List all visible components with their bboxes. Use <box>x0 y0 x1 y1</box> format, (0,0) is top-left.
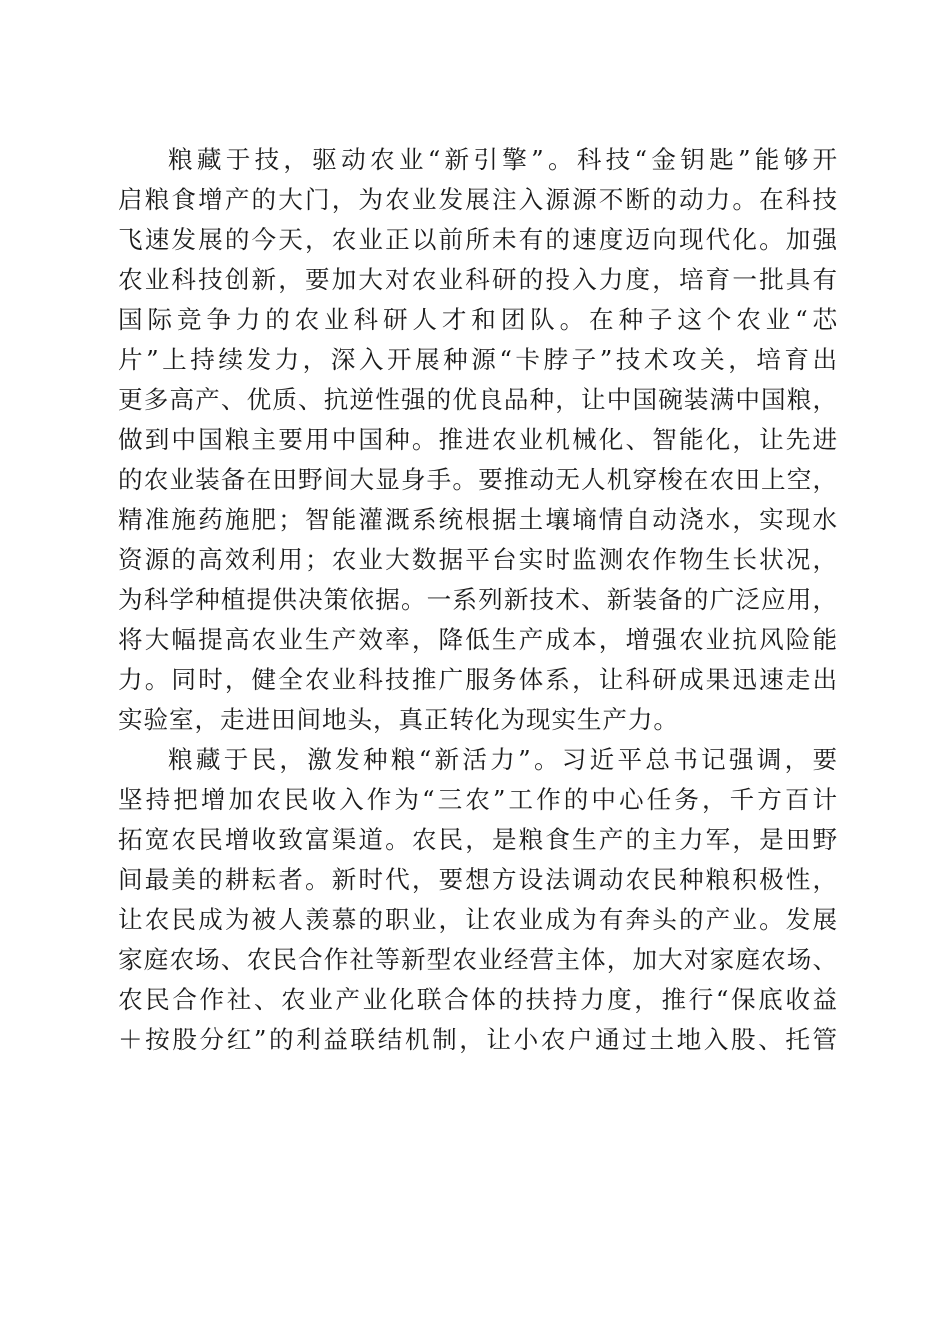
text-line: 精准施药施肥；智能灌溉系统根据土壤墒情自动浇水，实现水 <box>118 505 838 534</box>
text-line: ＋按股分红”的利益联结机制，让小农户通过土地入股、托管 <box>118 1025 838 1054</box>
document-body <box>118 140 838 1060</box>
text-line: 家庭农场、农民合作社等新型农业经营主体，加大对家庭农场、 <box>118 945 838 974</box>
text-line: 粮藏于技，驱动农业“新引擎”。科技“金钥匙”能够开 <box>168 145 838 174</box>
text-line: 更多高产、优质、抗逆性强的优良品种，让中国碗装满中国粮， <box>118 385 838 414</box>
text-line: 的农业装备在田野间大显身手。要推动无人机穿梭在农田上空， <box>118 465 838 494</box>
text-line: 为科学种植提供决策依据。一系列新技术、新装备的广泛应用， <box>118 585 838 614</box>
text-line: 启粮食增产的大门，为农业发展注入源源不断的动力。在科技 <box>118 185 838 214</box>
text-line: 将大幅提高农业生产效率，降低生产成本，增强农业抗风险能 <box>118 625 838 654</box>
text-line: 让农民成为被人羡慕的职业，让农业成为有奔头的产业。发展 <box>118 905 838 934</box>
text-line: 国际竞争力的农业科研人才和团队。在种子这个农业“芯 <box>118 305 838 334</box>
text-line: 粮藏于民，激发种粮“新活力”。习近平总书记强调，要 <box>168 745 838 774</box>
text-line: 资源的高效利用；农业大数据平台实时监测农作物生长状况， <box>118 545 838 574</box>
text-line: 拓宽农民增收致富渠道。农民，是粮食生产的主力军，是田野 <box>118 825 838 854</box>
text-line: 力。同时，健全农业科技推广服务体系，让科研成果迅速走出 <box>118 665 838 694</box>
text-line: 坚持把增加农民收入作为“三农”工作的中心任务，千方百计 <box>118 785 838 814</box>
text-line: 间最美的耕耘者。新时代，要想方设法调动农民种粮积极性， <box>118 865 838 894</box>
text-line: 片”上持续发力，深入开展种源“卡脖子”技术攻关，培育出 <box>118 345 838 374</box>
text-line: 农业科技创新，要加大对农业科研的投入力度，培育一批具有 <box>118 265 838 294</box>
text-line: 农民合作社、农业产业化联合体的扶持力度，推行“保底收益 <box>118 985 838 1014</box>
paragraph-technology <box>118 140 838 740</box>
text-line: 飞速发展的今天，农业正以前所未有的速度迈向现代化。加强 <box>118 225 838 254</box>
text-line: 做到中国粮主要用中国种。推进农业机械化、智能化，让先进 <box>118 425 838 454</box>
paragraph-farmers <box>118 740 838 1060</box>
text-line: 实验室，走进田间地头，真正转化为现实生产力。 <box>118 705 679 734</box>
